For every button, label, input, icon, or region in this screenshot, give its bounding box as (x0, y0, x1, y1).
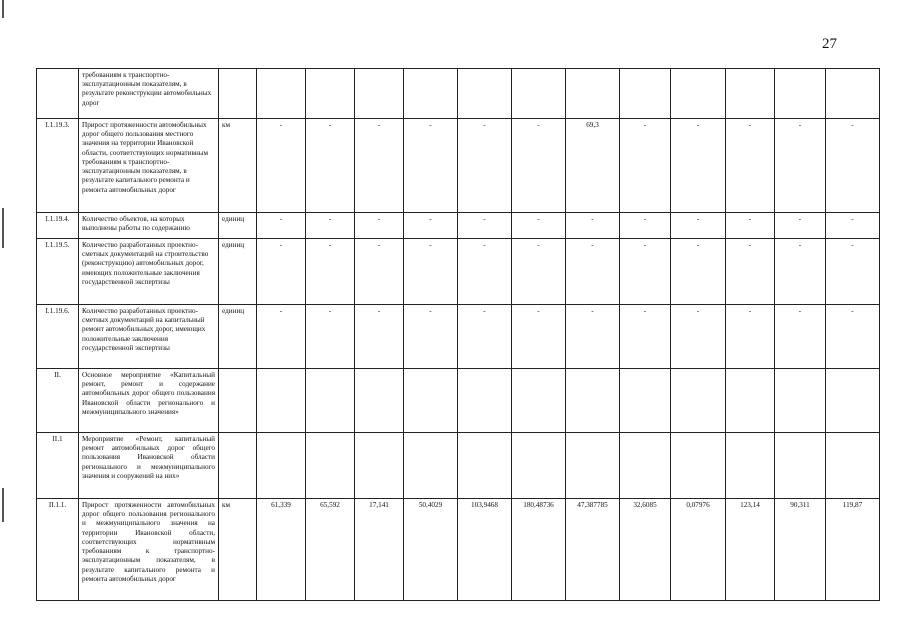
row-description-cell: Количество разработанных проектно-сметных документаций на капитальный ремонт автомобильных дорог, имеющих положительные заключения государственной экспертизы (79, 305, 219, 369)
value-cell: - (566, 305, 620, 369)
value-cell (355, 369, 404, 433)
row-code-cell (37, 69, 79, 119)
value-cell: - (671, 239, 726, 305)
value-cell (355, 69, 404, 119)
row-code-cell: I.1.19.5. (37, 239, 79, 305)
value-cell: - (775, 119, 826, 213)
value-cell: - (404, 213, 458, 239)
value-cell: - (306, 213, 355, 239)
value-cell: - (671, 119, 726, 213)
value-cell (620, 369, 671, 433)
value-cell: 50,4029 (404, 499, 458, 601)
value-cell: - (512, 119, 566, 213)
value-cell (458, 433, 512, 499)
value-cell (306, 69, 355, 119)
value-cell (458, 369, 512, 433)
value-cell (458, 69, 512, 119)
value-cell: 69,3 (566, 119, 620, 213)
table-row (37, 239, 880, 305)
indicators-table (36, 68, 880, 601)
value-cell (512, 69, 566, 119)
value-cell: - (826, 213, 880, 239)
row-code-cell: II.1.1. (37, 499, 79, 601)
value-cell: - (566, 213, 620, 239)
value-cell: - (826, 305, 880, 369)
row-description-cell: Прирост протяженности автомобильных дорог общего пользования местного значения на территории Ивановской области, соответствующих нормативным требованиям к транспортно-эксплуатационным показателям, в результате капитального ремонта и ремонта автомобильных дорог (79, 119, 219, 213)
value-cell: - (726, 239, 775, 305)
page-number: 27 (822, 36, 837, 52)
row-unit-cell: единиц (219, 213, 257, 239)
scan-edge-mark-top (2, 0, 4, 18)
row-description-cell: Мероприятие «Ремонт, капитальный ремонт автомобильных дорог общего пользования Ивановской области регионального и межмуниципального значения и сооружений на них» (79, 433, 219, 499)
value-cell (566, 69, 620, 119)
value-cell: - (726, 305, 775, 369)
value-cell (671, 433, 726, 499)
row-code-cell: I.1.19.4. (37, 213, 79, 239)
value-cell (404, 369, 458, 433)
row-unit-cell: км (219, 119, 257, 213)
value-cell (306, 369, 355, 433)
value-cell: 90,311 (775, 499, 826, 601)
value-cell: - (512, 305, 566, 369)
value-cell (826, 433, 880, 499)
row-unit-cell (219, 69, 257, 119)
value-cell: - (726, 119, 775, 213)
value-cell: - (512, 213, 566, 239)
row-description-cell: Количество объектов, на которых выполнены работы по содержанию (79, 213, 219, 239)
value-cell: - (404, 305, 458, 369)
value-cell: - (826, 239, 880, 305)
value-cell: 47,387785 (566, 499, 620, 601)
value-cell (257, 433, 306, 499)
value-cell (726, 433, 775, 499)
scan-edge-mark-bottom (2, 488, 4, 522)
value-cell: 32,6085 (620, 499, 671, 601)
value-cell (671, 369, 726, 433)
value-cell (355, 433, 404, 499)
value-cell: - (620, 119, 671, 213)
value-cell: - (306, 239, 355, 305)
value-cell: 123,14 (726, 499, 775, 601)
value-cell: - (620, 239, 671, 305)
value-cell: - (355, 305, 404, 369)
value-cell (726, 69, 775, 119)
value-cell: - (775, 305, 826, 369)
value-cell (512, 433, 566, 499)
row-description-cell: Количество разработанных проектно-сметных документаций на строительство (реконструкцию) автомобильных дорог, имеющих положительные заключения государственной экспертизы (79, 239, 219, 305)
value-cell: - (512, 239, 566, 305)
value-cell (775, 369, 826, 433)
value-cell (620, 433, 671, 499)
value-cell (257, 369, 306, 433)
value-cell: - (458, 305, 512, 369)
row-code-cell: I.1.19.3. (37, 119, 79, 213)
value-cell: - (458, 239, 512, 305)
value-cell: - (257, 213, 306, 239)
value-cell (620, 69, 671, 119)
value-cell: - (566, 239, 620, 305)
value-cell: - (726, 213, 775, 239)
table-row (37, 69, 880, 119)
value-cell (826, 369, 880, 433)
value-cell: - (355, 213, 404, 239)
value-cell: - (306, 119, 355, 213)
value-cell: 103,9468 (458, 499, 512, 601)
value-cell: - (671, 213, 726, 239)
row-description-cell: требованиям к транспортно-эксплуатационным показателям, в результате реконструкции автомобильных дорог (79, 69, 219, 119)
value-cell: - (355, 119, 404, 213)
row-code-cell: II.1 (37, 433, 79, 499)
scan-edge-mark-middle (2, 208, 4, 248)
value-cell (566, 433, 620, 499)
value-cell: - (775, 213, 826, 239)
row-code-cell: II. (37, 369, 79, 433)
row-description-cell: Прирост протяженности автомобильных дорог общего пользования регионального и межмуниципального значения на территории Ивановской области, соответствующих нормативным требованиям к транспортно-эксплуатационным показателям, в результате капитального ремонта и ремонта автомобильных дорог (79, 499, 219, 601)
value-cell: 61,339 (257, 499, 306, 601)
value-cell (257, 69, 306, 119)
value-cell: - (306, 305, 355, 369)
value-cell: - (620, 213, 671, 239)
value-cell: 65,592 (306, 499, 355, 601)
value-cell (306, 433, 355, 499)
value-cell: - (257, 305, 306, 369)
value-cell (671, 69, 726, 119)
value-cell: - (355, 239, 404, 305)
value-cell: - (775, 239, 826, 305)
value-cell: 0,07976 (671, 499, 726, 601)
table-row (37, 499, 880, 601)
value-cell: - (620, 305, 671, 369)
value-cell (404, 69, 458, 119)
value-cell: 180,48736 (512, 499, 566, 601)
value-cell (775, 433, 826, 499)
value-cell: - (257, 239, 306, 305)
row-unit-cell: единиц (219, 305, 257, 369)
table-body (37, 69, 880, 601)
table-row (37, 305, 880, 369)
value-cell: - (671, 305, 726, 369)
value-cell: - (404, 239, 458, 305)
value-cell (404, 433, 458, 499)
value-cell: - (458, 119, 512, 213)
value-cell: 119,87 (826, 499, 880, 601)
value-cell: - (826, 119, 880, 213)
row-unit-cell (219, 433, 257, 499)
value-cell (826, 69, 880, 119)
value-cell: - (458, 213, 512, 239)
table-row (37, 119, 880, 213)
value-cell: 17,141 (355, 499, 404, 601)
value-cell (775, 69, 826, 119)
row-unit-cell: единиц (219, 239, 257, 305)
row-unit-cell: км (219, 499, 257, 601)
value-cell: - (404, 119, 458, 213)
value-cell (566, 369, 620, 433)
table-row (37, 369, 880, 433)
value-cell (512, 369, 566, 433)
value-cell: - (257, 119, 306, 213)
row-code-cell: I.1.19.6. (37, 305, 79, 369)
row-description-cell: Основное мероприятие «Капитальный ремонт, ремонт и содержание автомобильных дорог общего пользования Ивановской области регионального и межмуниципального значения» (79, 369, 219, 433)
table-row (37, 213, 880, 239)
value-cell (726, 369, 775, 433)
table-row (37, 433, 880, 499)
row-unit-cell (219, 369, 257, 433)
